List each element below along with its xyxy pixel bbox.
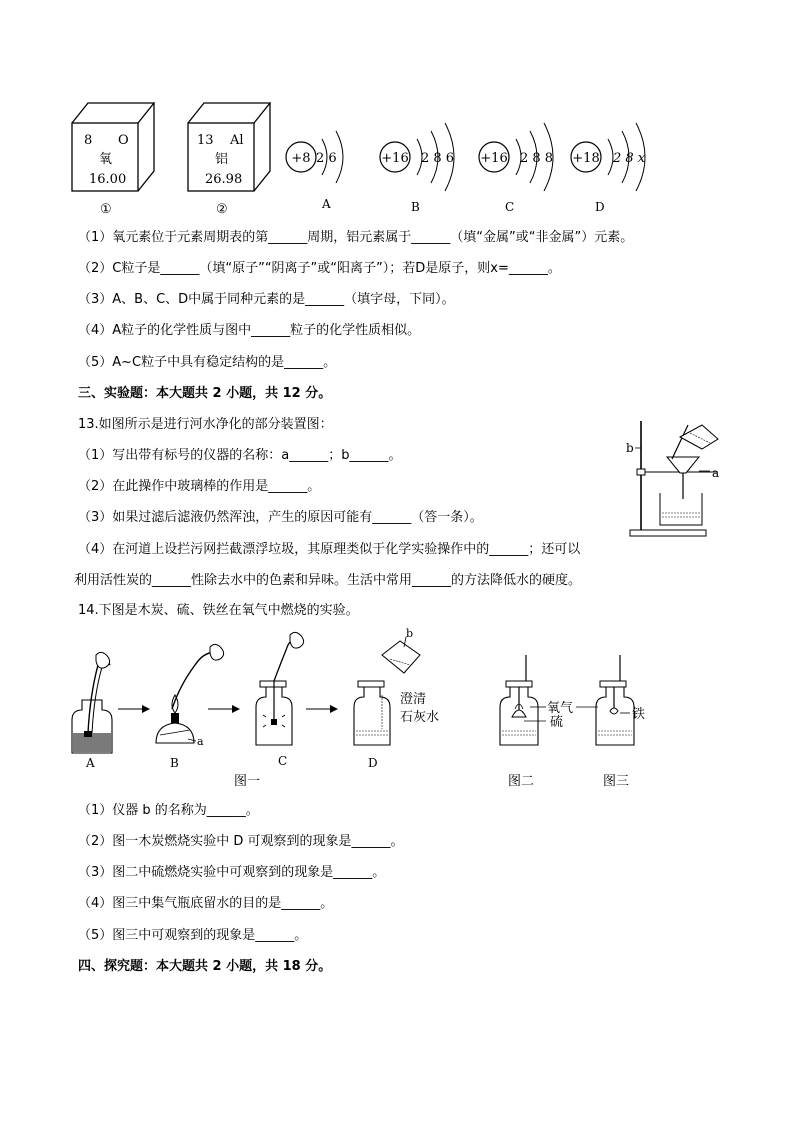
q13-item-4: （4）在河道上设拦污网拦截漂浮垃圾，其原理类似于化学实验操作中的______；还可以	[78, 542, 581, 557]
particle-c-shells: 2 8 8	[520, 151, 554, 166]
q13-item-4-cont: 利用活性炭的______性除去水中的色素和异味。生活中常用______的方法降低水的硬度。	[74, 573, 582, 588]
element-box-aluminum	[188, 103, 270, 217]
section-3-heading: 三、实验题：本大题共 2 小题，共 12 分。	[78, 386, 332, 401]
label-limewater-1: 澄清	[400, 692, 427, 707]
particle-d	[571, 123, 646, 214]
label-b-beaker: b	[406, 627, 414, 640]
q13-item-1: （1）写出带有标号的仪器的名称：a______；b______。	[78, 448, 402, 463]
element-box-oxygen	[72, 103, 154, 217]
label-A: A	[86, 756, 95, 770]
label-iron: 铁	[632, 707, 646, 722]
box1-number: 8	[84, 133, 93, 148]
atom-figure	[60, 95, 680, 220]
figure-2-caption: 图二	[508, 774, 535, 789]
q14-item-5: （5）图三中可观察到的现象是______。	[78, 928, 308, 943]
q14-item-2: （2）图一木炭燃烧实验中 D 可观察到的现象是______。	[78, 834, 404, 849]
q14-item-1: （1）仪器 b 的名称为______。	[78, 803, 259, 818]
particle-b-nucleus: +16	[381, 151, 409, 166]
particle-d-label: D	[595, 200, 605, 214]
box1-mass: 16.00	[89, 172, 127, 187]
box2-symbol: Al	[230, 133, 244, 148]
label-a-lamp: a	[197, 735, 204, 748]
label-B: B	[170, 756, 179, 770]
q13-item-3: （3）如果过滤后滤液仍然浑浊，产生的原因可能有______（答一条）。	[78, 510, 483, 525]
q12-item-5: （5）A~C粒子中具有稳定结构的是______。	[78, 355, 337, 370]
label-a-funnel: a	[712, 466, 720, 480]
figure-3-iron	[576, 655, 645, 789]
q12-item-1: （1）氧元素位于元素周期表的第______周期，铝元素属于______（填“金属”或“非金属”）元素。	[78, 230, 634, 245]
particle-a-label: A	[322, 197, 331, 211]
particle-d-shells: 2 8 x	[613, 151, 646, 166]
bottle-a	[72, 652, 112, 770]
label-b-stand: b	[626, 441, 634, 455]
bottle-d	[354, 627, 439, 770]
q14-title: 14.下图是木炭、硫、铁丝在氧气中燃烧的实验。	[78, 603, 359, 618]
q14-item-3: （3）图二中硫燃烧实验中可观察到的现象是______。	[78, 865, 386, 880]
particle-c	[479, 123, 553, 214]
label-limewater-2: 石灰水	[400, 710, 440, 725]
particle-c-label: C	[505, 200, 515, 214]
q12-item-2: （2）C粒子是______（填“原子”“阴离子”或“阳离子”）；若D是原子，则x=______。	[78, 261, 561, 276]
box2-mass: 26.98	[205, 172, 243, 187]
q14-item-4: （4）图三中集气瓶底留水的目的是______。	[78, 896, 334, 911]
figure-2-sulfur	[500, 655, 573, 789]
label-C: C	[278, 754, 288, 768]
figure-3-caption: 图三	[603, 774, 630, 789]
box1-label: ①	[100, 202, 112, 217]
q12-item-3: （3）A、B、C、D中属于同种元素的是______（填字母，下同）。	[78, 292, 455, 307]
box1-name: 氧	[99, 152, 113, 167]
label-sulfur: 硫	[550, 715, 564, 730]
q12-item-4: （4）A粒子的化学性质与图中______粒子的化学性质相似。	[78, 323, 421, 338]
particle-d-nucleus: +18	[572, 151, 600, 166]
q13-title: 13.如图所示是进行河水净化的部分装置图：	[78, 417, 333, 432]
particle-c-nucleus: +16	[480, 151, 508, 166]
particle-a-nucleus: +8	[291, 151, 311, 166]
particle-b	[380, 123, 454, 214]
box2-name: 铝	[215, 152, 229, 167]
bottle-c	[256, 632, 304, 768]
particle-a	[286, 131, 343, 211]
box2-number: 13	[197, 133, 214, 148]
figure-1-caption: 图一	[234, 774, 261, 789]
label-oxygen: 氧气	[547, 701, 574, 716]
box1-symbol: O	[118, 133, 129, 148]
filtration-apparatus-figure	[620, 415, 725, 540]
alcohol-lamp-b	[156, 644, 224, 770]
box2-label: ②	[216, 202, 228, 217]
particle-b-label: B	[411, 200, 420, 214]
particle-b-shells: 2 8 6	[421, 151, 455, 166]
combustion-experiment-figure	[60, 625, 680, 795]
label-D: D	[368, 756, 378, 770]
section-4-heading: 四、探究题：本大题共 2 小题，共 18 分。	[78, 959, 332, 974]
particle-a-shells: 2 6	[316, 151, 337, 166]
q13-item-2: （2）在此操作中玻璃棒的作用是______。	[78, 479, 321, 494]
